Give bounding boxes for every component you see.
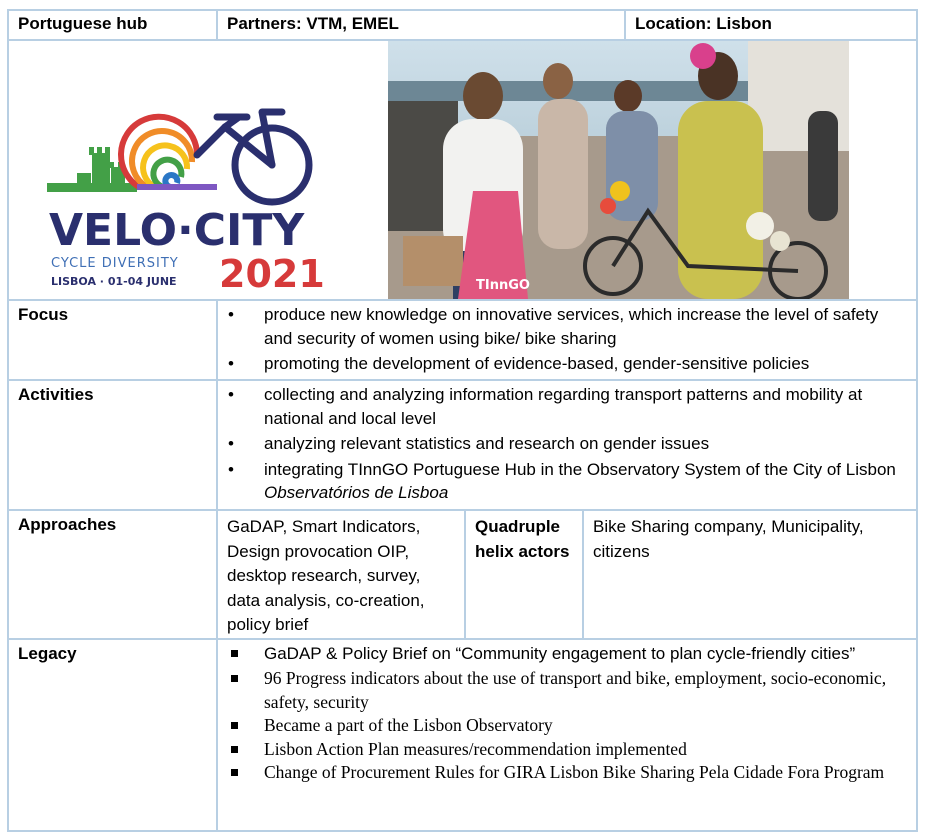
logo-year: 2021 [219, 252, 325, 296]
rainbow-wheel-icon [121, 117, 197, 187]
logo-tagline: CYCLE DIVERSITY [51, 256, 179, 271]
header-row [8, 10, 917, 40]
velo-city-logo [47, 107, 337, 297]
legacy-item-text: 96 Progress indicators about the use of transport and bike, employment, socio-economic, safety, security [264, 668, 887, 712]
focus-item-text: promoting the development of evidence-based, gender-sensitive policies [264, 354, 810, 373]
approaches-label: Approaches [8, 510, 217, 639]
list-item [218, 738, 916, 762]
focus-row [8, 300, 917, 380]
activities-label: Activities [8, 380, 217, 510]
legacy-item-text: Became a part of the Lisbon Observatory [264, 715, 553, 735]
activities-cell [217, 380, 917, 510]
image-row [8, 40, 917, 300]
legacy-item-text: GaDAP & Policy Brief on “Community engagement to plan cycle-friendly cities” [264, 643, 856, 663]
list-item [218, 714, 916, 738]
logo-title: VELO·CITY [49, 205, 305, 256]
legacy-row [8, 639, 917, 831]
legacy-cell [217, 639, 917, 831]
hub-table [7, 9, 918, 832]
list-item: • promoting the development of evidence-based, gender-sensitive policies [228, 354, 810, 373]
list-item [218, 761, 916, 785]
legacy-item-text: Change of Procurement Rules for GIRA Lisbon Bike Sharing Pela Cidade Fora Program [264, 762, 885, 782]
logo-dates: LISBOA · 01-04 JUNE [51, 275, 177, 288]
list-item [218, 667, 916, 714]
list-item: • collecting and analyzing information regarding transport patterns and mobility at national and local level [228, 385, 863, 428]
image-cell [8, 40, 917, 300]
observatory-name: Observatórios de Lisboa [264, 483, 449, 502]
list-item [218, 642, 916, 666]
activity-item-text: integrating TInnGO Portuguese Hub in the Observatory System of the City of Lisbon [264, 459, 896, 479]
focus-label: Focus [8, 300, 217, 380]
legacy-label: Legacy [8, 639, 217, 831]
approaches-methods: GaDAP, Smart Indicators, Design provocation OIP, desktop research, survey, data analysis, co-creation, policy brief [217, 510, 465, 639]
legacy-item-text: Lisbon Action Plan measures/recommendation implemented [264, 738, 687, 759]
activity-item-text: collecting and analyzing information regarding transport patterns and mobility at national and local level [264, 385, 863, 428]
activity-item-text: analyzing relevant statistics and research on gender issues [264, 434, 710, 453]
actors-value: Bike Sharing company, Municipality, citizens [583, 510, 917, 639]
legacy-list-serif [218, 667, 916, 785]
hub-sheet [7, 9, 916, 832]
partners: Partners: VTM, EMEL [217, 10, 625, 40]
legacy-list [218, 642, 916, 666]
tote-bag-text: TInnGO [476, 278, 530, 293]
list-item: • integrating TInnGO Portuguese Hub in the Observatory System of the City of Lisbon Observatórios de Lisboa [228, 459, 896, 502]
list-item: • produce new knowledge on innovative services, which increase the level of safety and security of women using bike/ bike sharing [228, 305, 879, 348]
focus-cell [217, 300, 917, 380]
activities-row [8, 380, 917, 510]
actors-label: Quadruple helix actors [465, 510, 583, 639]
activities-list [218, 383, 916, 505]
location: Location: Lisbon [625, 10, 917, 40]
hub-name: Portuguese hub [8, 10, 217, 40]
focus-list [218, 303, 916, 376]
list-item: • analyzing relevant statistics and research on gender issues [228, 434, 710, 453]
focus-item-text: produce new knowledge on innovative services, which increase the level of safety and security of women using bike/ bike sharing [264, 305, 879, 348]
approaches-row [8, 510, 917, 639]
event-photo [388, 41, 849, 299]
